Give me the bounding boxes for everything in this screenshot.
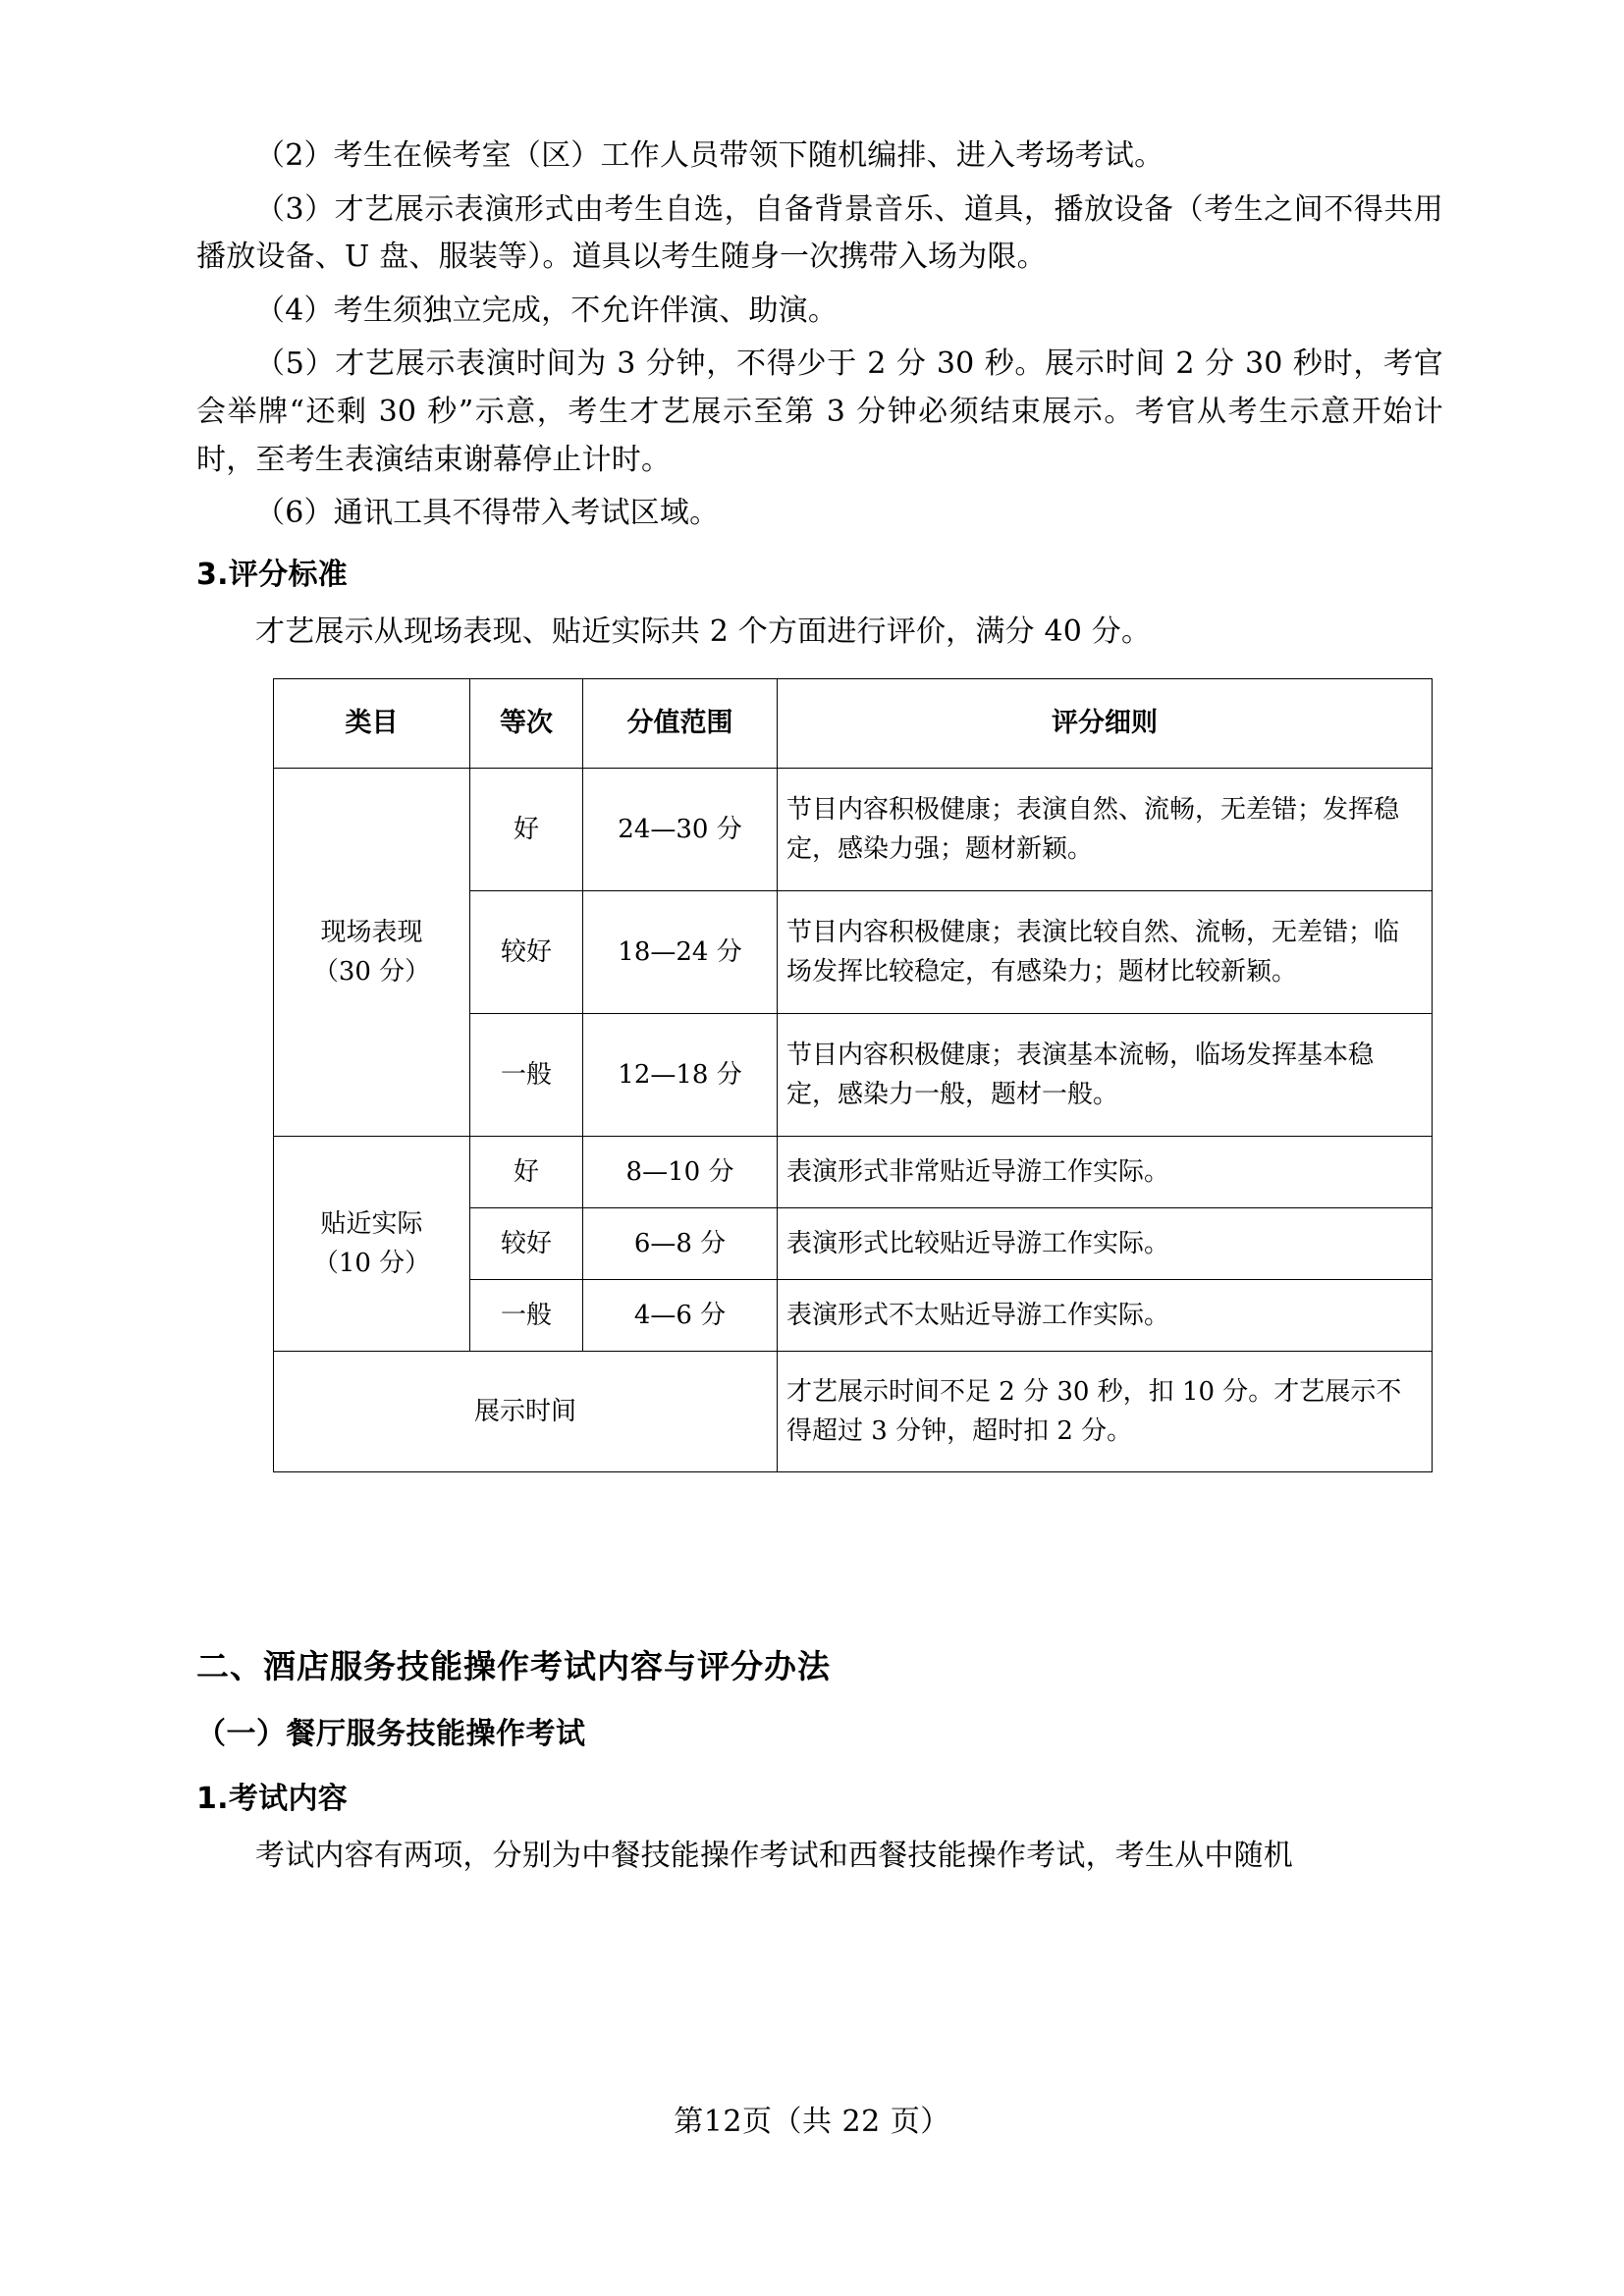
- cell-grade: 较好: [470, 890, 583, 1013]
- section-two-heading: 二、酒店服务技能操作考试内容与评分办法: [196, 1646, 831, 1685]
- cell-detail: 表演形式不太贴近导游工作实际。: [778, 1279, 1433, 1351]
- scoring-table: [273, 678, 1433, 1472]
- scoring-table-wrapper: [273, 678, 1432, 1472]
- category-line-1: 贴近实际: [320, 1208, 423, 1239]
- scoring-intro-text: 才艺展示从现场表现、贴近实际共 2 个方面进行评价，满分 40 分。: [255, 614, 1152, 650]
- cell-category-live-performance: [274, 768, 470, 1136]
- page-content: [196, 133, 1443, 1887]
- cell-grade: 一般: [470, 1013, 583, 1136]
- cell-range: 24—30 分: [583, 768, 778, 890]
- cell-display-time-label: 展示时间: [274, 1351, 778, 1471]
- cell-range: 4—6 分: [583, 1279, 778, 1351]
- category-line-2: （10 分）: [312, 1248, 431, 1278]
- cell-category-practical-relevance: [274, 1136, 470, 1351]
- paragraph-6: （6）通讯工具不得带入考试区域。: [255, 496, 720, 531]
- scoring-standard-heading: 3.评分标准: [196, 557, 349, 592]
- page-number-label: 第12页（共 22 页）: [674, 2105, 950, 2139]
- cell-range: 12—18 分: [583, 1013, 778, 1136]
- spacer: [196, 1472, 1443, 1641]
- exam-content-heading: 1.考试内容: [196, 1781, 349, 1816]
- cell-detail: 表演形式非常贴近导游工作实际。: [778, 1136, 1433, 1207]
- cell-grade: 好: [470, 1136, 583, 1207]
- header-detail: 评分细则: [778, 678, 1433, 768]
- cell-grade: 好: [470, 768, 583, 890]
- cell-range: 18—24 分: [583, 890, 778, 1013]
- exam-content-paragraph: 考试内容有两项，分别为中餐技能操作考试和西餐技能操作考试，考生从中随机: [255, 1839, 1293, 1874]
- paragraph-3: （3）才艺展示表演形式由考生自选，自备背景音乐、道具，播放设备（考生之间不得共用播放设备、U 盘、服装等）。道具以考生随身一次携带入场为限。: [196, 191, 1443, 275]
- cell-detail: 节目内容积极健康；表演基本流畅，临场发挥基本稳定，感染力一般，题材一般。: [778, 1013, 1433, 1136]
- table-header-row: [274, 678, 1433, 768]
- cell-detail: 节目内容积极健康；表演比较自然、流畅，无差错；临场发挥比较稳定，有感染力；题材比较新颖。: [778, 890, 1433, 1013]
- cell-grade: 较好: [470, 1207, 583, 1279]
- cell-range: 6—8 分: [583, 1207, 778, 1279]
- header-grade: 等次: [470, 678, 583, 768]
- category-line-1: 现场表现: [320, 917, 423, 947]
- cell-range: 8—10 分: [583, 1136, 778, 1207]
- cell-detail: 表演形式比较贴近导游工作实际。: [778, 1207, 1433, 1279]
- paragraph-4: （4）考生须独立完成，不允许伴演、助演。: [255, 293, 839, 328]
- section-two-sub-heading: （一）餐厅服务技能操作考试: [196, 1716, 586, 1751]
- table-row: [274, 1136, 1433, 1207]
- category-line-2: （30 分）: [312, 956, 431, 987]
- paragraph-2: （2）考生在候考室（区）工作人员带领下随机编排、进入考场考试。: [255, 138, 1164, 173]
- cell-detail: 节目内容积极健康；表演自然、流畅，无差错；发挥稳定，感染力强；题材新颖。: [778, 768, 1433, 890]
- cell-display-time-detail: 才艺展示时间不足 2 分 30 秒，扣 10 分。才艺展示不得超过 3 分钟，超时扣 2 分。: [778, 1351, 1433, 1471]
- header-range: 分值范围: [583, 678, 778, 768]
- table-row: [274, 768, 1433, 890]
- page-footer: [0, 2097, 1624, 2140]
- cell-grade: 一般: [470, 1279, 583, 1351]
- table-row-display-time: [274, 1351, 1433, 1471]
- paragraph-5: （5）才艺展示表演时间为 3 分钟，不得少于 2 分 30 秒。展示时间 2 分 30 秒时，考官会举牌“还剩 30 秒”示意，考生才艺展示至第 3 分钟必须结束展示。考官从考生示意开始计时，至考生表演结束谢幕停止计时。: [196, 347, 1443, 477]
- header-category: 类目: [274, 678, 470, 768]
